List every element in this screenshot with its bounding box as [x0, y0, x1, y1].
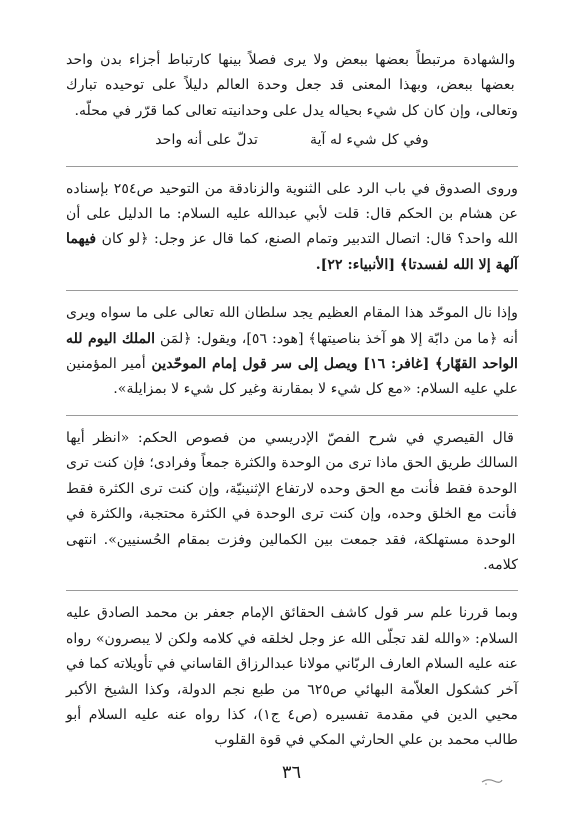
text-line: قال القيصري في شرح الفصّ الإدريسي من فصوص الحكم: «انظر أيها [66, 429, 514, 446]
text-line: بإسناده عن هشام بن الحكم قال: قلت لأبي عبدالله عليه السلام: ما الدليل على [66, 180, 518, 223]
text-line: الوحدة مستهلكة، فقد جمعت بين الكمالين وفزت بمقام الحُسنيين». انتهى [66, 531, 516, 548]
text-line: يبصرون» رواه عنه عليه السلام العارف الربّاني مولانا عبدالرزاق القاساني في [66, 630, 519, 673]
text-line: عنه عليه السلام أبو طالب محمد بن علي الحارثي المكي في قوة القلوب [66, 706, 518, 749]
text-line: ويرى أنه ﴿ما من دابّة إلا هو آخذ بناصيتها﴾ [هود: ٥٦]، ويقول: ﴿لمَن [66, 305, 518, 347]
text-line: فأنت مع الخلق وحده، وإن كنت ترى الوحدة في الكثرة محتجبة، والكثرة في [66, 506, 517, 523]
text-line: أمير المؤمنين علي عليه السلام: «مع كل شيء لا بمقارنة وغير كل شيء لا [66, 356, 518, 398]
text-line: الوحدة فقط فأنت مع الحق وحده لارتفاع الإثنينيّة، وإن كنت ترى الكثرة فقط [66, 480, 518, 497]
quran-verse-text: الملك اليوم لله الواحد القهّار﴾ [غافر: ١٦] ويصل إلى سر قول إمام الموحّدين [66, 330, 518, 373]
text-line: تأويلاته كما في آخر كشكول العلاّمة البهائي ص٦٢٥ من طبع نجم الدولة، [66, 656, 518, 698]
quran-verse-text: فيهما آلهة إلا الله لفسدتا﴾ [الأنبياء: ٢٢]. [66, 231, 518, 273]
section-divider [66, 415, 518, 416]
text-line: كلامه. [483, 556, 518, 573]
text-line: وتعالى، وإن كان كل شيء بحياله يدل على وحدانيته تعالى كما قرّر في محلّه. [74, 102, 518, 119]
text-line: بمزايلة». [113, 381, 167, 398]
paragraph-divine-sovereignty [66, 301, 518, 403]
poetry-verse [66, 128, 518, 153]
text-line: بعضها ببعض، وبهذا المعنى قد جعل وحدة العالم دليلاً على توحيده تبارك [66, 77, 515, 94]
text-line: وروى الصدوق في باب الرد على الثنوية والزنادقة من التوحيد ص٢٥٤ [108, 180, 518, 197]
text-line: السالك طريق الحق ماذا ترى من الوحدة والكثرة جمعاً وفرادى؛ فإن كنت ترى [66, 455, 518, 472]
paragraph-intro [66, 48, 518, 124]
text-line: الصادق عليه السلام: «والله لقد تجلّى الله عز وجل لخلقه في كلامه ولكن لا [66, 605, 518, 647]
text-line: وكذا الشيخ الأكبر محيي الدين في مقدمة تفسيره (ص٤ ج١)، كذا رواه [66, 681, 518, 723]
paragraph-imam-sadiq-saying [66, 601, 518, 753]
paragraph-qaysari-quote [66, 426, 518, 578]
section-divider [66, 590, 518, 591]
page-number: ٣٦ [281, 762, 302, 783]
section-divider [66, 166, 518, 167]
page-body [66, 48, 518, 754]
section-divider [66, 290, 518, 291]
text-line: أن الله واحد؟ قال: اتصال التدبير وتمام الصنع، كما قال عز وجل: ﴿لو كان [66, 206, 518, 248]
text-line: والشهادة مرتبطاً بعضها ببعض ولا يرى فصلاً بينها كارتباط أجزاء بدن واحد [66, 52, 516, 68]
verse-hemistich-right: وفي كل شيء له آية [309, 132, 429, 149]
text-line: وبما قررنا علم سر قول كاشف الحقائق الإمام جعفر بن محمد [139, 605, 518, 622]
paragraph-saduq-narration [66, 177, 518, 279]
verse-hemistich-left: تدلّ على أنه واحد [155, 132, 258, 149]
scan-mark-icon [480, 776, 504, 786]
text-line: وإذا نال الموحّد هذا المقام العظيم يجد سلطان الله تعالى على ما سواه [95, 305, 518, 322]
